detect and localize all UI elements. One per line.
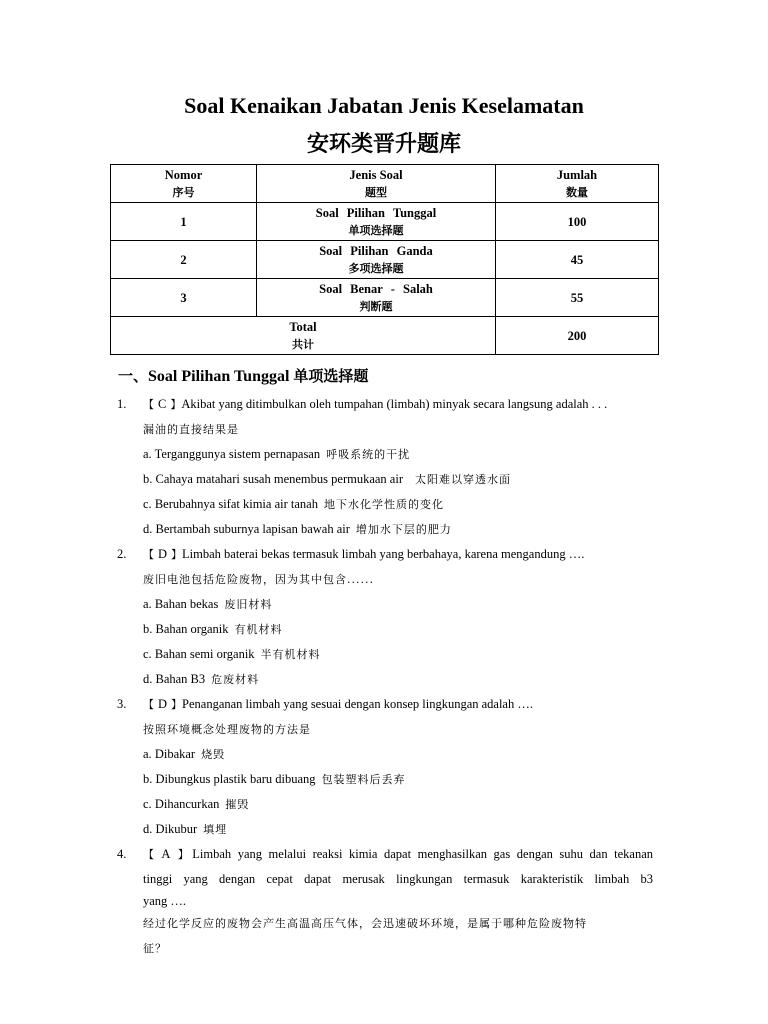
option-text: Dihancurkan xyxy=(154,797,220,811)
question-text-en: Penanganan limbah yang sesuai dengan konsep lingkungan adalah …. xyxy=(182,697,533,711)
header-label: Jenis Soal xyxy=(349,167,403,182)
summary-table xyxy=(110,164,659,355)
option-text: Dibungkus plastik baru dibuang xyxy=(155,772,316,786)
question-text xyxy=(143,692,653,717)
document-title-chinese: 安环类晋升题库 xyxy=(306,132,461,157)
option-item xyxy=(143,767,653,792)
option-label: a. xyxy=(143,597,152,611)
answer-key: D xyxy=(158,547,168,561)
question-text-chinese: 废旧电池包括危险废物，因为其中包含...... xyxy=(143,573,374,586)
section-prefix: 一、 xyxy=(118,367,149,385)
option-label: b. xyxy=(143,472,153,486)
option-text-chinese: 太阳难以穿透水面 xyxy=(414,473,511,486)
option-item xyxy=(143,792,653,817)
option-text: Bertambah suburnya lapisan bawah air xyxy=(155,522,350,536)
row-type: Soal Pilihan Tunggal xyxy=(315,205,437,220)
answer-key: C xyxy=(158,397,167,411)
option-text: Bahan B3 xyxy=(155,672,206,686)
row-number: 1 xyxy=(111,203,257,241)
option-item xyxy=(143,817,653,842)
option-text: Dikubur xyxy=(155,822,198,836)
question-item xyxy=(0,692,768,842)
row-type-chinese: 判断题 xyxy=(359,299,393,313)
option-text-chinese: 增加水下层的肥力 xyxy=(355,523,452,536)
option-text-chinese: 有机材料 xyxy=(234,623,283,636)
table-header-cell xyxy=(257,165,496,203)
table-total-row xyxy=(111,317,659,355)
table-row xyxy=(111,279,659,317)
option-label: b. xyxy=(143,772,153,786)
option-label: d. xyxy=(143,672,153,686)
option-item xyxy=(143,667,653,692)
row-type-chinese: 多项选择题 xyxy=(348,261,404,275)
option-text-chinese: 半有机材料 xyxy=(260,648,321,661)
question-text xyxy=(143,392,653,417)
answer-bracket-close: 】 xyxy=(174,848,193,861)
option-item xyxy=(143,742,653,767)
option-text: Bahan organik xyxy=(155,622,229,636)
question-text-en: Akibat yang ditimbulkan oleh tumpahan (limbah) minyak secara langsung adalah . . . xyxy=(181,397,608,411)
option-label: d. xyxy=(143,822,153,836)
row-type-cell xyxy=(257,203,496,241)
question-text-en-line: yang …. xyxy=(143,894,187,908)
option-label: c. xyxy=(143,797,152,811)
table-header-row xyxy=(111,165,659,203)
option-text: Cahaya matahari susah menembus permukaan air xyxy=(155,472,403,486)
table-header-cell xyxy=(496,165,659,203)
option-text-chinese: 包装塑料后丢弃 xyxy=(321,773,406,786)
question-text-chinese-line: 经过化学反应的废物会产生高温高压气体，会迅速破坏环境，是属于哪种危险废物特 xyxy=(143,917,587,930)
header-label: Jumlah xyxy=(556,167,598,182)
option-text: Bahan semi organik xyxy=(154,647,255,661)
answer-key: A xyxy=(161,847,171,861)
row-count: 100 xyxy=(496,203,659,241)
question-item xyxy=(0,842,768,961)
row-type-cell xyxy=(257,279,496,317)
option-text: Terganggunya sistem pernapasan xyxy=(154,447,321,461)
total-label: Total xyxy=(289,319,317,334)
row-type: Soal Pilihan Ganda xyxy=(319,243,433,258)
option-text-chinese: 摧毁 xyxy=(225,798,250,811)
option-label: a. xyxy=(143,447,152,461)
option-text-chinese: 危废材料 xyxy=(211,673,260,686)
answer-bracket-open: 【 xyxy=(143,848,158,861)
answer-key: D xyxy=(158,697,168,711)
option-item xyxy=(143,592,653,617)
answer-bracket-close: 】 xyxy=(171,698,183,711)
question-item xyxy=(0,542,768,692)
table-header-cell xyxy=(111,165,257,203)
total-label-chinese: 共计 xyxy=(292,337,314,351)
row-number: 3 xyxy=(111,279,257,317)
option-text-chinese: 烧毁 xyxy=(201,748,226,761)
option-item xyxy=(143,442,653,467)
option-label: a. xyxy=(143,747,152,761)
option-text: Bahan bekas xyxy=(154,597,219,611)
answer-bracket-open: 【 xyxy=(143,548,154,561)
option-label: b. xyxy=(143,622,153,636)
option-text-chinese: 废旧材料 xyxy=(224,598,273,611)
question-text-en-line: Limbah yang melalui reaksi kimia dapat menghasilkan gas dengan suhu dan tekanan xyxy=(192,847,654,861)
question-item xyxy=(0,392,768,542)
row-type: Soal Benar - Salah xyxy=(319,281,433,296)
answer-bracket-close: 】 xyxy=(170,398,182,411)
question-text xyxy=(143,842,653,867)
option-label: c. xyxy=(143,497,152,511)
header-label: Nomor xyxy=(164,167,203,182)
table-row xyxy=(111,241,659,279)
row-type-cell xyxy=(257,241,496,279)
question-list xyxy=(0,392,768,961)
option-item xyxy=(143,642,653,667)
total-count: 200 xyxy=(496,317,659,355)
question-number: 4. xyxy=(117,847,127,861)
answer-bracket-open: 【 xyxy=(143,398,154,411)
section-title: Soal Pilihan Tunggal xyxy=(148,368,290,385)
section-heading xyxy=(118,365,368,388)
table-row xyxy=(111,203,659,241)
answer-bracket-close: 】 xyxy=(171,548,183,561)
answer-bracket-open: 【 xyxy=(143,698,154,711)
header-label-chinese: 题型 xyxy=(365,185,387,199)
question-text-en: Limbah baterai bekas termasuk limbah yang berbahaya, karena mengandung …. xyxy=(182,547,585,561)
question-text-chinese: 按照环境概念处理废物的方法是 xyxy=(143,723,311,736)
option-item xyxy=(143,492,653,517)
row-count: 55 xyxy=(496,279,659,317)
section-title-chinese: 单项选择题 xyxy=(293,367,369,385)
header-label-chinese: 数量 xyxy=(566,185,588,199)
question-number: 1. xyxy=(117,397,127,411)
option-text: Dibakar xyxy=(154,747,196,761)
document-title: Soal Kenaikan Jabatan Jenis Keselamatan xyxy=(184,93,584,118)
option-text-chinese: 呼吸系统的干扰 xyxy=(326,448,411,461)
option-item xyxy=(143,617,653,642)
option-text-chinese: 地下水化学性质的变化 xyxy=(323,498,444,511)
question-number: 3. xyxy=(117,697,127,711)
header-label-chinese: 序号 xyxy=(172,185,195,199)
question-number: 2. xyxy=(117,547,127,561)
option-item xyxy=(143,517,653,542)
option-text-chinese: 填埋 xyxy=(203,823,228,836)
question-text-chinese: 漏油的直接结果是 xyxy=(143,423,239,436)
option-label: d. xyxy=(143,522,153,536)
option-text: Berubahnya sifat kimia air tanah xyxy=(154,497,318,511)
row-number: 2 xyxy=(111,241,257,279)
option-label: c. xyxy=(143,647,152,661)
question-text-en-line: tinggi yang dengan cepat dapat merusak lingkungan termasuk karakteristik limbah b3 xyxy=(143,872,653,886)
question-text xyxy=(143,542,653,567)
row-type-chinese: 单项选择题 xyxy=(348,223,404,237)
row-count: 45 xyxy=(496,241,659,279)
option-item xyxy=(143,467,653,492)
total-label-cell xyxy=(111,317,496,355)
question-text-chinese-line: 征？ xyxy=(143,942,167,955)
